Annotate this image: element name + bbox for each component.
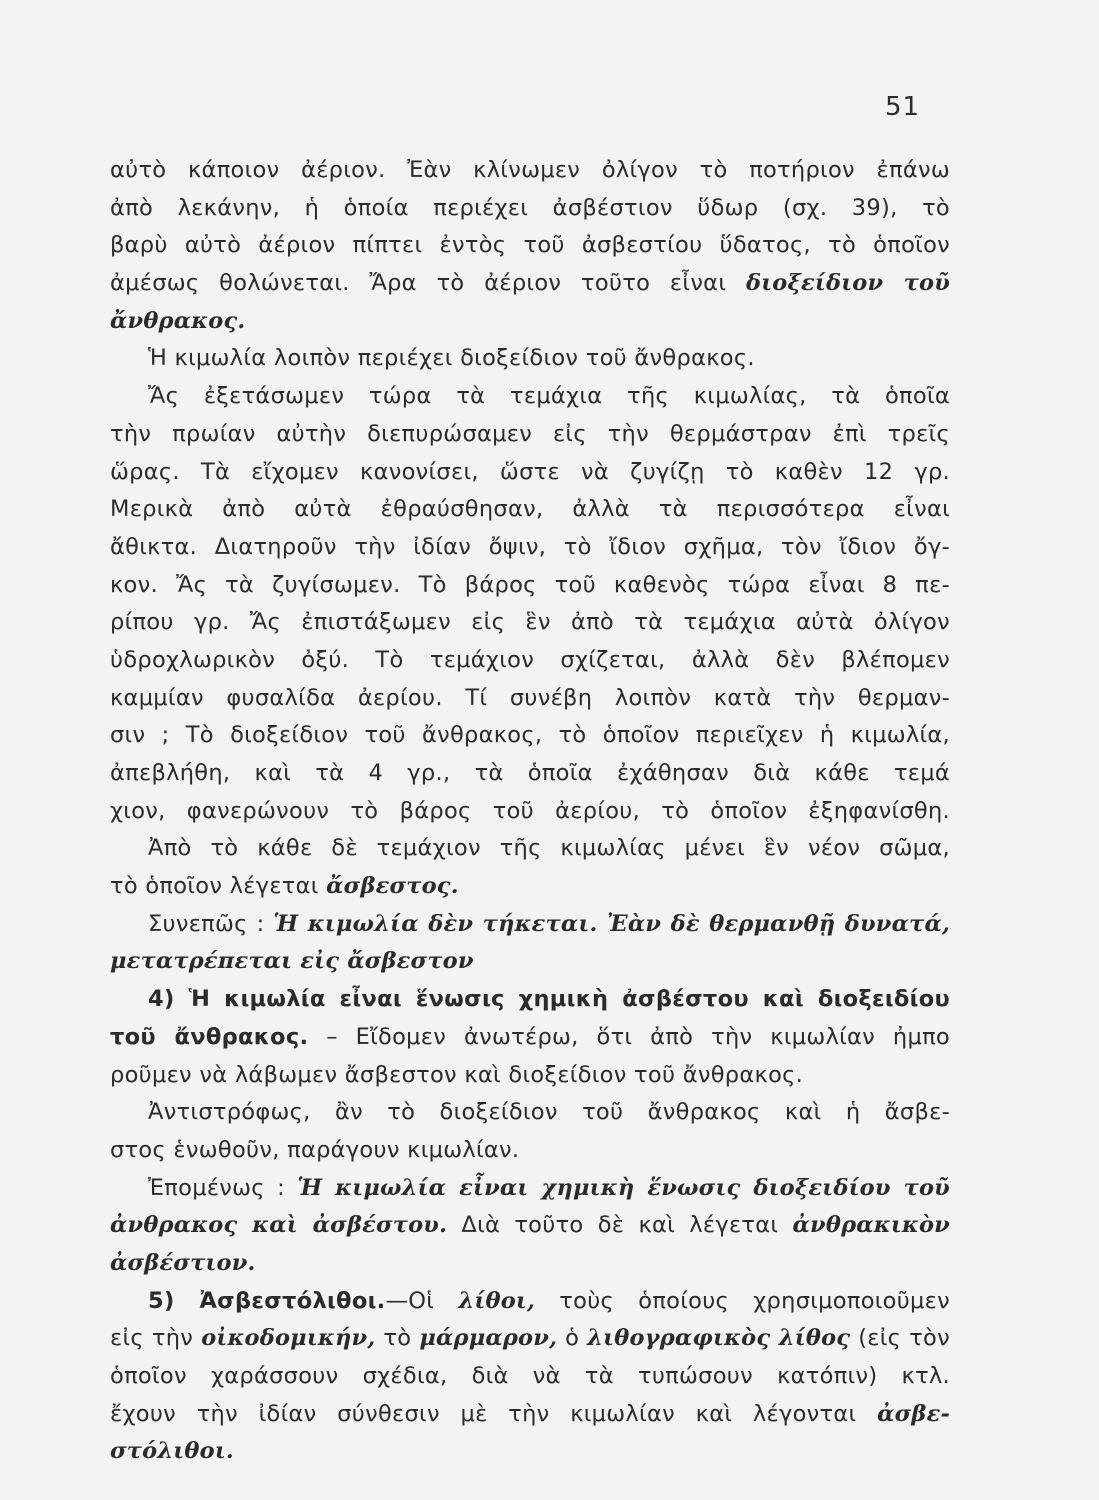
text-line [110,190,950,228]
text-line [110,642,950,680]
bold-heading: 4) Ἡ κιμωλία εἶναι ἕνωσις χημικὴ ἀσβέστου καὶ διοξειδίου [148,986,950,1013]
line-text: ὁ [557,1325,588,1352]
line-text: σιν ; Τὸ διοξείδιον τοῦ ἄνθρακος, τὸ ὁποῖον περιεῖχεν ἡ κιμωλία, [110,722,950,749]
line-text: Μερικὰ ἀπὸ αὐτὰ ἐθραύσθησαν, ἀλλὰ τὰ περισσότερα εἶναι [110,496,950,523]
text-line [110,1019,950,1057]
emphasis-term: στόλιθοι. [110,1438,234,1465]
text-line [110,265,950,303]
text-line [110,604,950,642]
text-line [110,1057,950,1095]
line-text: τοὺς ὁποίους χρησιμοποιοῦμεν [535,1287,951,1314]
line-text: Συνεπῶς : [148,910,274,937]
text-line [110,868,950,906]
line-text: ὁποῖον χαράσσουν σχέδια, διὰ νὰ τὰ τυπώσουν κατόπιν) κτλ. [110,1363,950,1389]
line-text: βαρὺ αὐτὸ ἀέριον πίπτει ἐντὸς τοῦ ἀσβεστίου ὕδατος, τὸ ὁποῖον [110,232,950,259]
emphasis-term: ἀσβε- [877,1400,950,1427]
text-line [110,755,950,793]
line-text: ἀπὸ λεκάνην, ἡ ὁποία περιέχει ἀσβέστιον ὕδωρ (σχ. 39), τὸ [110,194,950,221]
line-text: καμμίαν φυσαλίδα ἀερίου. Τί συνέβη λοιπὸν κατὰ τὴν θερμαν- [110,684,950,711]
line-text: —Οἱ [385,1287,459,1314]
line-text: τὸ ὁποῖον λέγεται [110,873,327,900]
emphasis-term: ἀνθρακικὸν [792,1212,950,1239]
emphasis-term: ἄσβεστος. [326,873,459,900]
line-text: Ἀντιστρόφως, ἂν τὸ διοξείδιον τοῦ ἄνθρακος καὶ ἡ ἄσβε- [148,1099,950,1126]
line-text: Ἀπὸ τὸ κάθε δὲ τεμάχιον τῆς κιμωλίας μένει ἓν νέον σῶμα, [148,835,950,862]
emphasis-term: ἄνθρακος. [110,307,246,334]
text-line [110,793,950,831]
text-line [110,454,950,492]
emphasis-term: οἰκοδομικήν, [201,1325,376,1352]
line-text: ἀμέσως θολώνεται. Ἄρα τὸ ἀέριον τοῦτο εἶναι [110,270,746,297]
emphasis-term: Ἡ κιμωλία δὲν τήκεται. Ἐὰν δὲ θερμανθῇ δυνατά, [273,910,951,937]
text-line [110,830,950,868]
text-line [110,1245,950,1283]
text-line [110,1207,950,1245]
text-line [110,680,950,718]
text-line [110,1132,950,1170]
text-line [110,717,950,755]
line-text: Ἐπομένως : [148,1174,298,1201]
bold-heading: 5) Ἀσβεστόλιθοι. [148,1287,386,1314]
text-line [110,1433,950,1471]
text-line [110,1320,950,1358]
text-line [110,491,950,529]
text-line [110,529,950,567]
text-body [110,152,950,1471]
text-line [110,567,950,605]
emphasis-term: λιθογραφικὸς λίθος [587,1325,851,1352]
text-line [110,303,950,341]
line-text: ἔχουν τὴν ἰδίαν σύνθεσιν μὲ τὴν κιμωλίαν καὶ λέγονται [110,1400,878,1427]
emphasis-term: ἀσβέστιον. [110,1249,256,1276]
text-line [110,1358,950,1396]
text-line [110,906,950,944]
emphasis-term: διοξείδιον τοῦ [746,270,951,297]
text-line [110,943,950,981]
line-text: ρίπου γρ. Ἄς ἐπιστάξωμεν εἰς ἓν ἀπὸ τὰ τεμάχια αὐτὰ ὀλίγον [110,609,950,636]
emphasis-term: ἀνθρακος καὶ ἀσβέστου. [110,1212,448,1239]
line-text: Ἄς ἐξετάσωμεν τώρα τὰ τεμάχια τῆς κιμωλίας, τὰ ὁποῖα [148,383,950,410]
line-text: ἀπεβλήθη, καὶ τὰ 4 γρ., τὰ ὁποῖα ἐχάθησαν διὰ κάθε τεμά [110,760,950,786]
line-text: ὥρας. Τὰ εἴχομεν κανονίσει, ὥστε νὰ ζυγίζῃ τὸ καθὲν 12 γρ. [110,458,950,485]
text-line [110,227,950,265]
line-text: – Εἴδομεν ἀνωτέρω, ὅτι ἀπὸ τὴν κιμωλίαν ἠμπο [308,1023,950,1050]
text-line [110,1396,950,1434]
line-text: ἄθικτα. Διατηροῦν τὴν ἰδίαν ὄψιν, τὸ ἴδιον σχῆμα, τὸν ἴδιον ὄγ- [110,533,950,560]
text-line [110,378,950,416]
emphasis-term: μάρμαρον, [419,1325,558,1352]
section-heading-5 [110,1283,950,1321]
line-text: τὸ [375,1325,420,1352]
emphasis-term: λίθοι, [458,1287,536,1314]
line-text: τὴν πρωίαν αὐτὴν διεπυρώσαμεν εἰς τὴν θερμάστραν ἐπὶ τρεῖς [110,420,950,447]
text-line [110,152,950,190]
page-number: 51 [885,92,921,122]
line-text: (εἰς τὸν [850,1325,950,1352]
text-line [110,1170,950,1208]
line-text: αὐτὸ κάποιον ἀέριον. Ἐὰν κλίνωμεν ὀλίγον τὸ ποτήριον ἐπάνω [110,157,950,183]
text-line [110,1094,950,1132]
line-text: κον. Ἄς τὰ ζυγίσωμεν. Τὸ βάρος τοῦ καθενὸς τώρα εἶναι 8 πε- [110,571,950,598]
line-text: Διὰ τοῦτο δὲ καὶ λέγεται [447,1212,793,1239]
line-text: ροῦμεν νὰ λάβωμεν ἄσβεστον καὶ διοξείδιον τοῦ ἄνθρακος. [110,1061,804,1088]
line-text: στος ἑνωθοῦν, παράγουν κιμωλίαν. [110,1136,520,1163]
line-text: εἰς τὴν [110,1325,202,1352]
line-text: χιον, φανερώνουν τὸ βάρος τοῦ ἀερίου, τὸ ὁποῖον ἐξηφανίσθη. [110,797,950,824]
line-text: ὑδροχλωρικὸν ὀξύ. Τὸ τεμάχιον σχίζεται, ἀλλὰ δὲν βλέπομεν [110,646,950,673]
bold-heading: τοῦ ἄνθρακος. [110,1023,309,1050]
text-line [110,416,950,454]
section-heading-4 [110,981,950,1019]
emphasis-term: Ἡ κιμωλία εἶναι χημικὴ ἕνωσις διοξειδίου τοῦ [297,1174,950,1201]
line-text: Ἡ κιμωλία λοιπὸν περιέχει διοξείδιον τοῦ ἄνθρακος. [148,345,755,372]
emphasis-term: μετατρέπεται εἰς ἄσβεστον [110,948,474,975]
text-line [110,340,950,378]
